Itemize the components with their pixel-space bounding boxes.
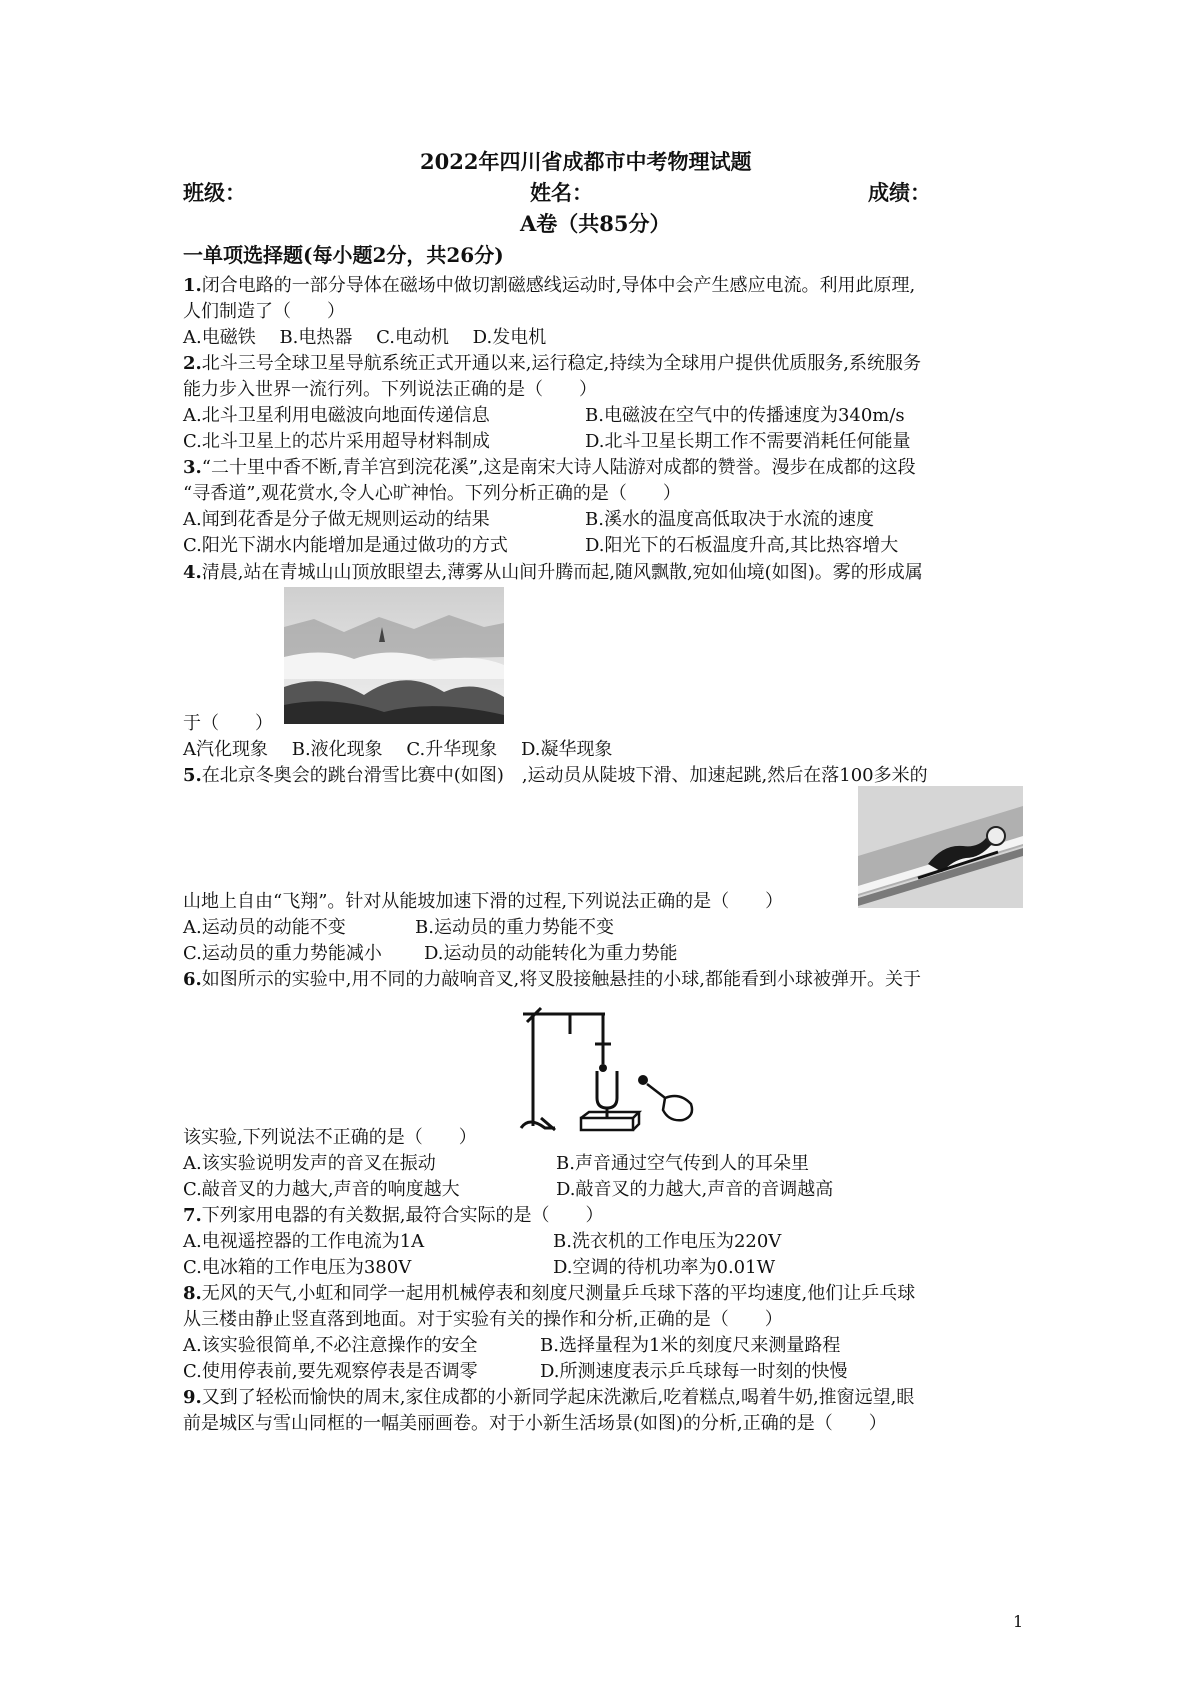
q3-line1: 3.“二十里中香不断,青羊宫到浣花溪”,这是南宋大诗人陆游对成都的赞誉。漫步在成都的这段 <box>183 457 916 478</box>
q3-option-c: C.阳光下湖水内能增加是通过做功的方式 <box>183 535 508 556</box>
paper-a-heading: A卷（共85分） <box>520 211 671 236</box>
name-label: 姓名： <box>530 180 593 205</box>
tuning-fork-experiment-image <box>515 996 710 1136</box>
q5-option-b: B.运动员的重力势能不变 <box>415 917 614 938</box>
q3-option-d: D.阳光下的石板温度升高,其比热容增大 <box>585 535 899 556</box>
q7-option-b: B.洗衣机的工作电压为220V <box>553 1231 782 1252</box>
q6-line1: 6.如图所示的实验中,用不同的力敲响音叉,将叉股接触悬挂的小球,都能看到小球被弹开。关于 <box>183 969 921 990</box>
q8-option-c: C.使用停表前,要先观察停表是否调零 <box>183 1361 478 1382</box>
q2-line1: 2.北斗三号全球卫星导航系统正式开通以来,运行稳定,持续为全球用户提供优质服务,系统服务 <box>183 353 921 374</box>
q5-option-d: D.运动员的动能转化为重力势能 <box>424 943 678 964</box>
q2-option-a: A.北斗卫星利用电磁波向地面传递信息 <box>183 405 490 426</box>
q7-option-d: D.空调的待机功率为0.01W <box>553 1257 776 1278</box>
q8-line2: 从三楼由静止竖直落到地面。对于实验有关的操作和分析,正确的是（ ） <box>183 1309 783 1330</box>
q2-option-d: D.北斗卫星长期工作不需要消耗任何能量 <box>585 431 911 452</box>
q4-options: A汽化现象 B.液化现象 C.升华现象 D.凝华现象 <box>183 739 613 760</box>
q6-option-d: D.敲音叉的力越大,声音的音调越高 <box>556 1179 834 1200</box>
q8-option-b: B.选择量程为1米的刻度尺来测量路程 <box>540 1335 841 1356</box>
q1-line2: 人们制造了（ ） <box>183 301 345 322</box>
q7-line1: 7.下列家用电器的有关数据,最符合实际的是（ ） <box>183 1205 604 1226</box>
q1-options: A.电磁铁 B.电热器 C.电动机 D.发电机 <box>183 327 547 348</box>
q2-line2: 能力步入世界一流行列。下列说法正确的是（ ） <box>183 379 597 400</box>
q2-option-b: B.电磁波在空气中的传播速度为340m/s <box>585 405 905 426</box>
q5-option-a: A.运动员的动能不变 <box>183 917 346 938</box>
q2-option-c: C.北斗卫星上的芯片采用超导材料制成 <box>183 431 490 452</box>
page-number: 1 <box>1013 1612 1024 1631</box>
q6-option-a: A.该实验说明发声的音叉在振动 <box>183 1153 436 1174</box>
q6-line2: 该实验,下列说法不正确的是（ ） <box>183 1127 477 1148</box>
section-heading: 一单项选择题(每小题2分，共26分) <box>183 243 504 267</box>
q1-line1: 1.闭合电路的一部分导体在磁场中做切割磁感线运动时,导体中会产生感应电流。利用此原理, <box>183 275 916 296</box>
q5-line1: 5.在北京冬奥会的跳台滑雪比赛中(如图) ,运动员从陡坡下滑、加速起跳,然后在落100多米的 <box>183 765 928 786</box>
score-label: 成绩： <box>868 180 931 205</box>
q8-line1: 8.无风的天气,小虹和同学一起用机械停表和刻度尺测量乒乓球下落的平均速度,他们让乒乓球 <box>183 1283 916 1304</box>
q7-option-c: C.电冰箱的工作电压为380V <box>183 1257 412 1278</box>
q3-line2: “寻香道”,观花赏水,令人心旷神怡。下列分析正确的是（ ） <box>183 483 681 504</box>
q4-line2: 于（ ） <box>183 713 273 734</box>
ski-jumper-image <box>858 786 1023 908</box>
q6-option-c: C.敲音叉的力越大,声音的响度越大 <box>183 1179 460 1200</box>
q9-line1: 9.又到了轻松而愉快的周末,家住成都的小新同学起床洗漱后,吃着糕点,喝着牛奶,推窗远望,眼 <box>183 1387 915 1408</box>
misty-mountain-image <box>284 587 504 724</box>
q5-line2: 山地上自由“飞翔”。针对从能坡加速下滑的过程,下列说法正确的是（ ） <box>183 891 784 912</box>
q6-option-b: B.声音通过空气传到人的耳朵里 <box>556 1153 809 1174</box>
class-label: 班级： <box>183 180 246 205</box>
q3-option-a: A.闻到花香是分子做无规则运动的结果 <box>183 509 490 530</box>
q7-option-a: A.电视遥控器的工作电流为1A <box>183 1231 425 1252</box>
q8-option-d: D.所测速度表示乒乓球每一时刻的快慢 <box>540 1361 848 1382</box>
q3-option-b: B.溪水的温度高低取决于水流的速度 <box>585 509 874 530</box>
q8-option-a: A.该实验很简单,不必注意操作的安全 <box>183 1335 478 1356</box>
q5-option-c: C.运动员的重力势能减小 <box>183 943 382 964</box>
q9-line2: 前是城区与雪山同框的一幅美丽画卷。对于小新生活场景(如图)的分析,正确的是（ ） <box>183 1413 887 1434</box>
exam-title: 2022年四川省成都市中考物理试题 <box>420 149 752 174</box>
q4-line1: 4.清晨,站在青城山山顶放眼望去,薄雾从山间升腾而起,随风飘散,宛如仙境(如图)。雾的形成属 <box>183 562 923 583</box>
